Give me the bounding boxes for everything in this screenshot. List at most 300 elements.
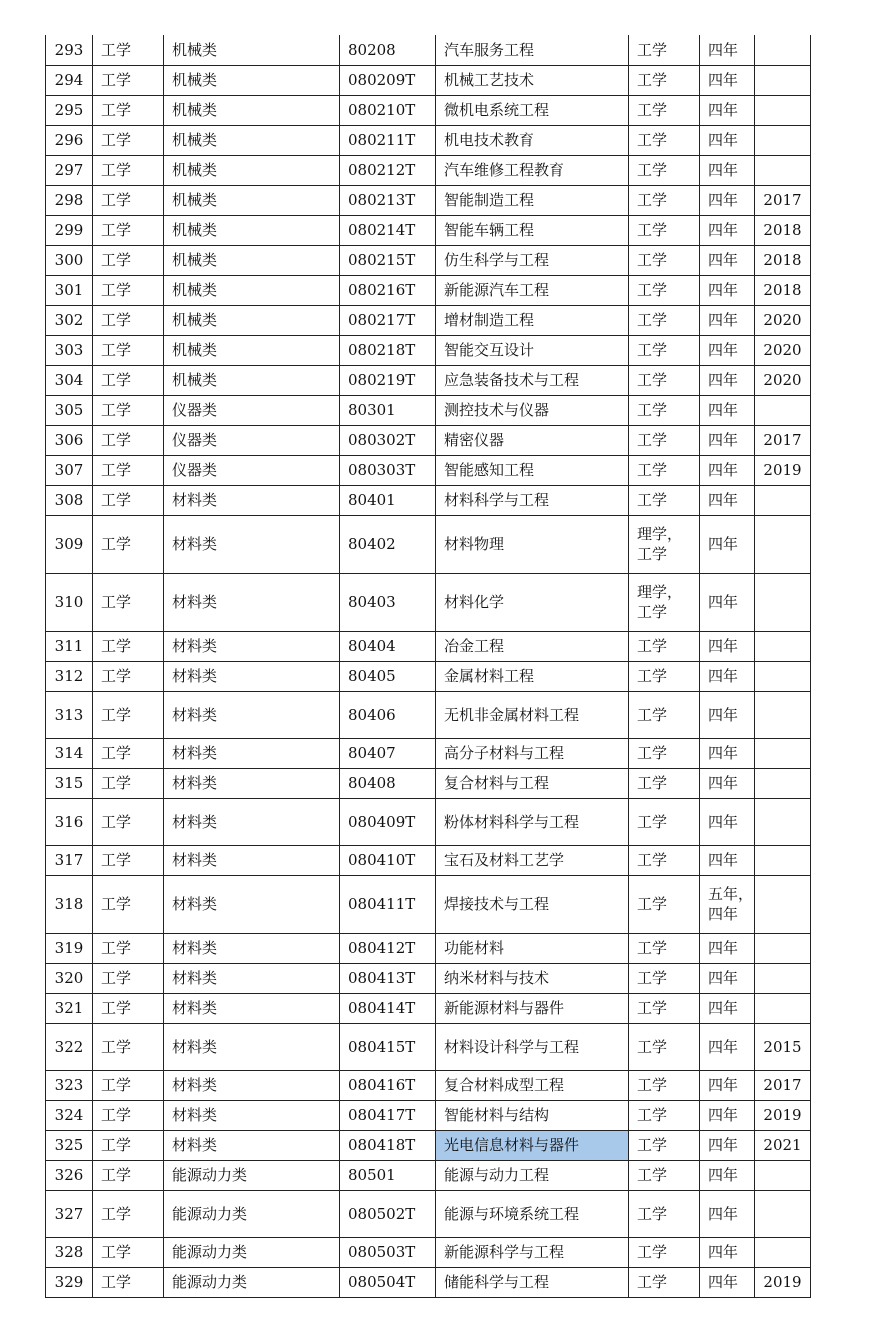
discipline-cell: 工学	[93, 335, 164, 365]
major-code-cell: 80406	[340, 691, 436, 738]
degree-cell: 工学	[629, 768, 700, 798]
category-cell: 机械类	[164, 335, 340, 365]
row-number-cell: 324	[46, 1100, 93, 1130]
table-row	[46, 1237, 811, 1267]
year-added-cell	[755, 485, 811, 515]
major-code-cell: 080412T	[340, 933, 436, 963]
major-name-cell: 新能源汽车工程	[436, 275, 629, 305]
degree-cell: 工学	[629, 125, 700, 155]
table-row	[46, 1190, 811, 1237]
duration-cell: 四年	[700, 515, 755, 573]
degree-cell: 工学	[629, 875, 700, 933]
year-added-cell	[755, 1237, 811, 1267]
discipline-cell: 工学	[93, 845, 164, 875]
duration-cell: 四年	[700, 125, 755, 155]
table-row	[46, 933, 811, 963]
year-added-cell: 2018	[755, 275, 811, 305]
major-name-cell: 智能交互设计	[436, 335, 629, 365]
year-added-cell: 2020	[755, 365, 811, 395]
major-code-cell: 080410T	[340, 845, 436, 875]
major-code-cell: 080212T	[340, 155, 436, 185]
row-number-cell: 301	[46, 275, 93, 305]
year-added-cell	[755, 65, 811, 95]
duration-cell: 四年	[700, 245, 755, 275]
discipline-cell: 工学	[93, 798, 164, 845]
table-row	[46, 335, 811, 365]
year-added-cell: 2019	[755, 1267, 811, 1297]
category-cell: 材料类	[164, 1130, 340, 1160]
discipline-cell: 工学	[93, 1070, 164, 1100]
duration-cell: 四年	[700, 1070, 755, 1100]
year-added-cell	[755, 738, 811, 768]
category-cell: 材料类	[164, 1100, 340, 1130]
category-cell: 材料类	[164, 768, 340, 798]
discipline-cell: 工学	[93, 245, 164, 275]
table-row	[46, 661, 811, 691]
degree-cell: 工学	[629, 661, 700, 691]
major-name-cell: 纳米材料与技术	[436, 963, 629, 993]
year-added-cell	[755, 395, 811, 425]
degree-cell: 工学	[629, 305, 700, 335]
category-cell: 材料类	[164, 845, 340, 875]
duration-cell: 五年， 四年	[700, 875, 755, 933]
duration-cell: 四年	[700, 661, 755, 691]
degree-cell: 工学	[629, 365, 700, 395]
row-number-cell: 306	[46, 425, 93, 455]
table-row	[46, 738, 811, 768]
category-cell: 机械类	[164, 185, 340, 215]
discipline-cell: 工学	[93, 155, 164, 185]
discipline-cell: 工学	[93, 95, 164, 125]
degree-cell: 工学	[629, 455, 700, 485]
year-added-cell	[755, 125, 811, 155]
category-cell: 能源动力类	[164, 1237, 340, 1267]
category-cell: 机械类	[164, 305, 340, 335]
degree-cell: 工学	[629, 1237, 700, 1267]
table-row	[46, 1130, 811, 1160]
degree-cell: 工学	[629, 631, 700, 661]
major-name-cell: 机电技术教育	[436, 125, 629, 155]
year-added-cell	[755, 845, 811, 875]
duration-cell: 四年	[700, 455, 755, 485]
major-code-cell: 080418T	[340, 1130, 436, 1160]
table-row	[46, 631, 811, 661]
degree-cell: 工学	[629, 185, 700, 215]
category-cell: 机械类	[164, 95, 340, 125]
duration-cell: 四年	[700, 691, 755, 738]
major-name-cell: 冶金工程	[436, 631, 629, 661]
category-cell: 材料类	[164, 875, 340, 933]
major-code-cell: 080503T	[340, 1237, 436, 1267]
year-added-cell	[755, 631, 811, 661]
duration-cell: 四年	[700, 963, 755, 993]
major-name-cell: 材料化学	[436, 573, 629, 631]
major-name-cell: 复合材料成型工程	[436, 1070, 629, 1100]
discipline-cell: 工学	[93, 275, 164, 305]
table-row	[46, 245, 811, 275]
row-number-cell: 328	[46, 1237, 93, 1267]
discipline-cell: 工学	[93, 661, 164, 691]
year-added-cell: 2021	[755, 1130, 811, 1160]
table-row	[46, 275, 811, 305]
row-number-cell: 297	[46, 155, 93, 185]
discipline-cell: 工学	[93, 933, 164, 963]
category-cell: 材料类	[164, 631, 340, 661]
category-cell: 机械类	[164, 35, 340, 65]
year-added-cell	[755, 993, 811, 1023]
major-name-cell: 机械工艺技术	[436, 65, 629, 95]
degree-cell: 工学	[629, 798, 700, 845]
category-cell: 材料类	[164, 661, 340, 691]
table-row	[46, 1267, 811, 1297]
category-cell: 机械类	[164, 365, 340, 395]
major-name-cell: 测控技术与仪器	[436, 395, 629, 425]
year-added-cell	[755, 1160, 811, 1190]
duration-cell: 四年	[700, 65, 755, 95]
table-row	[46, 215, 811, 245]
major-code-cell: 080211T	[340, 125, 436, 155]
category-cell: 材料类	[164, 933, 340, 963]
major-code-cell: 80407	[340, 738, 436, 768]
row-number-cell: 302	[46, 305, 93, 335]
degree-cell: 工学	[629, 485, 700, 515]
degree-cell: 工学	[629, 993, 700, 1023]
category-cell: 能源动力类	[164, 1160, 340, 1190]
duration-cell: 四年	[700, 1267, 755, 1297]
major-name-cell: 储能科学与工程	[436, 1267, 629, 1297]
major-name-cell: 光电信息材料与器件	[436, 1130, 629, 1160]
duration-cell: 四年	[700, 365, 755, 395]
duration-cell: 四年	[700, 395, 755, 425]
discipline-cell: 工学	[93, 305, 164, 335]
degree-cell: 工学	[629, 738, 700, 768]
major-code-cell: 80402	[340, 515, 436, 573]
discipline-cell: 工学	[93, 875, 164, 933]
duration-cell: 四年	[700, 798, 755, 845]
duration-cell: 四年	[700, 155, 755, 185]
duration-cell: 四年	[700, 1160, 755, 1190]
duration-cell: 四年	[700, 1023, 755, 1070]
category-cell: 能源动力类	[164, 1267, 340, 1297]
row-number-cell: 296	[46, 125, 93, 155]
row-number-cell: 325	[46, 1130, 93, 1160]
major-code-cell: 080502T	[340, 1190, 436, 1237]
row-number-cell: 322	[46, 1023, 93, 1070]
category-cell: 机械类	[164, 125, 340, 155]
degree-cell: 工学	[629, 95, 700, 125]
table-row	[46, 993, 811, 1023]
duration-cell: 四年	[700, 35, 755, 65]
discipline-cell: 工学	[93, 631, 164, 661]
major-name-cell: 材料物理	[436, 515, 629, 573]
duration-cell: 四年	[700, 95, 755, 125]
discipline-cell: 工学	[93, 215, 164, 245]
major-name-cell: 汽车服务工程	[436, 35, 629, 65]
degree-cell: 工学	[629, 845, 700, 875]
major-code-cell: 080209T	[340, 65, 436, 95]
major-name-cell: 微机电系统工程	[436, 95, 629, 125]
discipline-cell: 工学	[93, 425, 164, 455]
degree-cell: 工学	[629, 1267, 700, 1297]
major-name-cell: 汽车维修工程教育	[436, 155, 629, 185]
major-code-cell: 80408	[340, 768, 436, 798]
year-added-cell: 2018	[755, 245, 811, 275]
category-cell: 能源动力类	[164, 1190, 340, 1237]
category-cell: 材料类	[164, 1070, 340, 1100]
major-code-cell: 80208	[340, 35, 436, 65]
table-row	[46, 485, 811, 515]
category-cell: 材料类	[164, 485, 340, 515]
major-name-cell: 智能制造工程	[436, 185, 629, 215]
discipline-cell: 工学	[93, 395, 164, 425]
table-row	[46, 1100, 811, 1130]
year-added-cell	[755, 875, 811, 933]
table-row	[46, 691, 811, 738]
duration-cell: 四年	[700, 275, 755, 305]
major-name-cell: 无机非金属材料工程	[436, 691, 629, 738]
year-added-cell	[755, 963, 811, 993]
discipline-cell: 工学	[93, 1023, 164, 1070]
duration-cell: 四年	[700, 185, 755, 215]
discipline-cell: 工学	[93, 1267, 164, 1297]
major-code-cell: 80403	[340, 573, 436, 631]
row-number-cell: 295	[46, 95, 93, 125]
year-added-cell: 2017	[755, 185, 811, 215]
degree-cell: 工学	[629, 245, 700, 275]
degree-cell: 工学	[629, 1023, 700, 1070]
duration-cell: 四年	[700, 1190, 755, 1237]
table-row	[46, 395, 811, 425]
major-name-cell: 金属材料工程	[436, 661, 629, 691]
year-added-cell	[755, 1190, 811, 1237]
category-cell: 机械类	[164, 65, 340, 95]
discipline-cell: 工学	[93, 1130, 164, 1160]
major-name-cell: 精密仪器	[436, 425, 629, 455]
table-row	[46, 768, 811, 798]
category-cell: 材料类	[164, 515, 340, 573]
table-row	[46, 185, 811, 215]
discipline-cell: 工学	[93, 1190, 164, 1237]
row-number-cell: 315	[46, 768, 93, 798]
discipline-cell: 工学	[93, 768, 164, 798]
discipline-cell: 工学	[93, 573, 164, 631]
degree-cell: 理学， 工学	[629, 515, 700, 573]
degree-cell: 工学	[629, 395, 700, 425]
table-row	[46, 1070, 811, 1100]
duration-cell: 四年	[700, 738, 755, 768]
row-number-cell: 317	[46, 845, 93, 875]
category-cell: 仪器类	[164, 425, 340, 455]
category-cell: 仪器类	[164, 455, 340, 485]
major-code-cell: 80401	[340, 485, 436, 515]
row-number-cell: 326	[46, 1160, 93, 1190]
year-added-cell	[755, 515, 811, 573]
degree-cell: 理学， 工学	[629, 573, 700, 631]
degree-cell: 工学	[629, 335, 700, 365]
major-name-cell: 应急装备技术与工程	[436, 365, 629, 395]
category-cell: 材料类	[164, 993, 340, 1023]
discipline-cell: 工学	[93, 35, 164, 65]
row-number-cell: 293	[46, 35, 93, 65]
degree-cell: 工学	[629, 35, 700, 65]
major-name-cell: 新能源科学与工程	[436, 1237, 629, 1267]
major-name-cell: 仿生科学与工程	[436, 245, 629, 275]
row-number-cell: 318	[46, 875, 93, 933]
table-row	[46, 155, 811, 185]
discipline-cell: 工学	[93, 1100, 164, 1130]
major-code-cell: 080415T	[340, 1023, 436, 1070]
duration-cell: 四年	[700, 215, 755, 245]
degree-cell: 工学	[629, 425, 700, 455]
table-row	[46, 365, 811, 395]
major-code-cell: 080414T	[340, 993, 436, 1023]
major-code-cell: 080302T	[340, 425, 436, 455]
major-code-cell: 080219T	[340, 365, 436, 395]
discipline-cell: 工学	[93, 963, 164, 993]
category-cell: 仪器类	[164, 395, 340, 425]
table-row	[46, 515, 811, 573]
degree-cell: 工学	[629, 691, 700, 738]
row-number-cell: 304	[46, 365, 93, 395]
duration-cell: 四年	[700, 425, 755, 455]
row-number-cell: 319	[46, 933, 93, 963]
year-added-cell	[755, 798, 811, 845]
major-name-cell: 能源与环境系统工程	[436, 1190, 629, 1237]
discipline-cell: 工学	[93, 125, 164, 155]
year-added-cell: 2020	[755, 335, 811, 365]
degree-cell: 工学	[629, 963, 700, 993]
row-number-cell: 321	[46, 993, 93, 1023]
year-added-cell	[755, 35, 811, 65]
year-added-cell: 2019	[755, 1100, 811, 1130]
major-name-cell: 焊接技术与工程	[436, 875, 629, 933]
row-number-cell: 314	[46, 738, 93, 768]
row-number-cell: 329	[46, 1267, 93, 1297]
year-added-cell	[755, 573, 811, 631]
major-code-cell: 080210T	[340, 95, 436, 125]
major-code-cell: 080215T	[340, 245, 436, 275]
discipline-cell: 工学	[93, 65, 164, 95]
degree-cell: 工学	[629, 1070, 700, 1100]
discipline-cell: 工学	[93, 185, 164, 215]
row-number-cell: 313	[46, 691, 93, 738]
duration-cell: 四年	[700, 335, 755, 365]
year-added-cell: 2018	[755, 215, 811, 245]
table-row	[46, 125, 811, 155]
year-added-cell	[755, 661, 811, 691]
major-code-cell: 080217T	[340, 305, 436, 335]
major-name-cell: 材料科学与工程	[436, 485, 629, 515]
row-number-cell: 312	[46, 661, 93, 691]
major-name-cell: 智能车辆工程	[436, 215, 629, 245]
degree-cell: 工学	[629, 1100, 700, 1130]
duration-cell: 四年	[700, 1237, 755, 1267]
table-row	[46, 425, 811, 455]
duration-cell: 四年	[700, 768, 755, 798]
major-code-cell: 080417T	[340, 1100, 436, 1130]
discipline-cell: 工学	[93, 455, 164, 485]
major-code-cell: 80404	[340, 631, 436, 661]
major-code-cell: 080218T	[340, 335, 436, 365]
row-number-cell: 299	[46, 215, 93, 245]
table-row	[46, 95, 811, 125]
major-name-cell: 能源与动力工程	[436, 1160, 629, 1190]
category-cell: 材料类	[164, 691, 340, 738]
row-number-cell: 310	[46, 573, 93, 631]
year-added-cell	[755, 95, 811, 125]
row-number-cell: 298	[46, 185, 93, 215]
category-cell: 材料类	[164, 738, 340, 768]
discipline-cell: 工学	[93, 993, 164, 1023]
major-name-cell: 功能材料	[436, 933, 629, 963]
duration-cell: 四年	[700, 1130, 755, 1160]
major-code-cell: 080216T	[340, 275, 436, 305]
duration-cell: 四年	[700, 845, 755, 875]
duration-cell: 四年	[700, 993, 755, 1023]
table-row	[46, 35, 811, 65]
major-code-cell: 080504T	[340, 1267, 436, 1297]
row-number-cell: 316	[46, 798, 93, 845]
row-number-cell: 307	[46, 455, 93, 485]
major-code-cell: 080409T	[340, 798, 436, 845]
row-number-cell: 320	[46, 963, 93, 993]
duration-cell: 四年	[700, 573, 755, 631]
year-added-cell: 2015	[755, 1023, 811, 1070]
degree-cell: 工学	[629, 1160, 700, 1190]
duration-cell: 四年	[700, 485, 755, 515]
discipline-cell: 工学	[93, 691, 164, 738]
table-row	[46, 1023, 811, 1070]
year-added-cell	[755, 768, 811, 798]
table-row	[46, 455, 811, 485]
row-number-cell: 305	[46, 395, 93, 425]
major-code-cell: 080303T	[340, 455, 436, 485]
table-row	[46, 963, 811, 993]
major-name-cell: 粉体材料科学与工程	[436, 798, 629, 845]
category-cell: 机械类	[164, 245, 340, 275]
category-cell: 机械类	[164, 155, 340, 185]
row-number-cell: 311	[46, 631, 93, 661]
row-number-cell: 300	[46, 245, 93, 275]
table-row	[46, 573, 811, 631]
row-number-cell: 323	[46, 1070, 93, 1100]
row-number-cell: 294	[46, 65, 93, 95]
major-code-cell: 080413T	[340, 963, 436, 993]
degree-cell: 工学	[629, 275, 700, 305]
discipline-cell: 工学	[93, 738, 164, 768]
category-cell: 材料类	[164, 963, 340, 993]
major-name-cell: 增材制造工程	[436, 305, 629, 335]
major-name-cell: 复合材料与工程	[436, 768, 629, 798]
duration-cell: 四年	[700, 631, 755, 661]
degree-cell: 工学	[629, 65, 700, 95]
year-added-cell: 2017	[755, 425, 811, 455]
category-cell: 机械类	[164, 215, 340, 245]
year-added-cell	[755, 155, 811, 185]
degree-cell: 工学	[629, 1190, 700, 1237]
major-name-cell: 材料设计科学与工程	[436, 1023, 629, 1070]
year-added-cell	[755, 691, 811, 738]
category-cell: 材料类	[164, 573, 340, 631]
degree-cell: 工学	[629, 933, 700, 963]
major-code-cell: 080214T	[340, 215, 436, 245]
degree-cell: 工学	[629, 215, 700, 245]
year-added-cell	[755, 933, 811, 963]
row-number-cell: 309	[46, 515, 93, 573]
major-code-cell: 80301	[340, 395, 436, 425]
row-number-cell: 327	[46, 1190, 93, 1237]
table-row	[46, 845, 811, 875]
